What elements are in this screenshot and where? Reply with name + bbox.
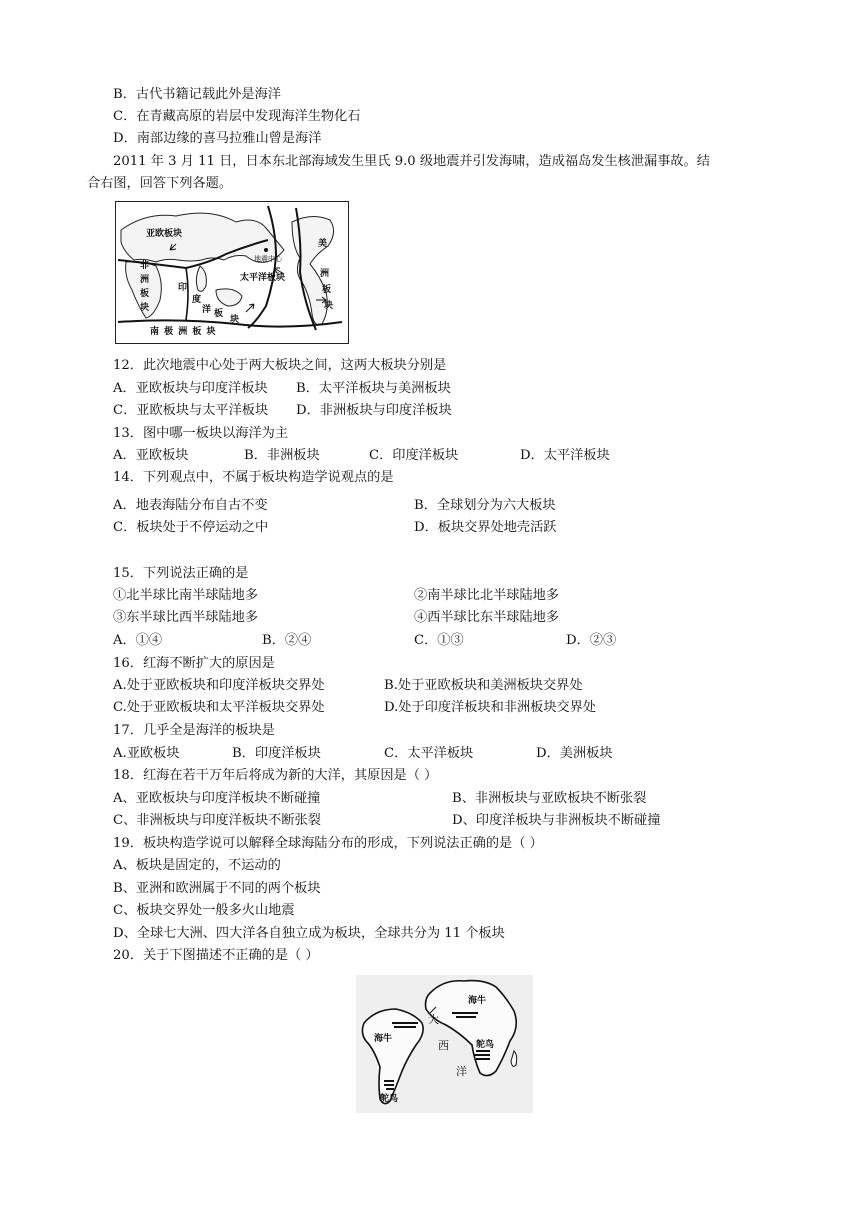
map-label-america-3: 板 [322, 285, 332, 295]
question-16-stem: 16．红海不断扩大的原因是 [113, 656, 275, 671]
option-line: C．在青藏高原的岩层中发现海洋生物化石 [113, 109, 361, 124]
q18-option-a: A、亚欧板块与印度洋板块不断碰撞 [113, 791, 321, 806]
map-label-africa-4: 块 [140, 303, 150, 313]
map-label-africa-1: 非 [140, 261, 150, 271]
q18-option-c: C、非洲板块与印度洋板块不断张裂 [113, 813, 321, 828]
q17-option-a: A.亚欧板块 [113, 746, 180, 761]
q14-option-c: C．板块处于不停运动之中 [113, 520, 269, 535]
map-label-pacific-plate: 太平洋板块 [240, 273, 286, 283]
question-18-stem: 18．红海在若干万年后将成为新的大洋，其原因是（ ） [113, 768, 438, 783]
question-13-stem: 13．图中哪一板块以海洋为主 [113, 426, 289, 441]
map-label-america-4: 块 [324, 301, 334, 311]
map-label-america-1: 美 [318, 239, 328, 249]
question-20-stem: 20．关于下图描述不正确的是（ ） [113, 948, 319, 963]
map-label-ocean-2: 西 [438, 1039, 449, 1052]
q16-option-d: D.处于印度洋板块和非洲板块交界处 [384, 700, 597, 715]
q18-option-d: D、印度洋板块与非洲板块不断碰撞 [452, 813, 661, 828]
q16-option-a: A.处于亚欧板块和印度洋板块交界处 [113, 678, 325, 693]
map-label-antarctic-plate: 南 极 洲 板 块 [150, 327, 217, 337]
map-label-india-5: 块 [230, 315, 240, 325]
q19-option-b: B、亚洲和欧洲属于不同的两个板块 [113, 881, 321, 896]
q15-statement-1: ①北半球比南半球陆地多 [113, 588, 259, 603]
map-label-india-2: 度 [192, 295, 202, 305]
q13-option-c: C．印度洋板块 [369, 448, 459, 463]
intro-paragraph-line-1: 2011 年 3 月 11 日，日本东北部海域发生里氏 9.0 级地震并引发海啸，造成福岛发生核泄漏事故。结 [113, 154, 710, 169]
intro-paragraph-line-2: 合右图，回答下列各题。 [87, 176, 233, 191]
map-label-manatee-south-america: 海牛 [374, 1034, 393, 1044]
q14-option-d: D．板块交界处地壳活跃 [414, 520, 557, 535]
question-15-stem: 15．下列说法正确的是 [113, 566, 249, 581]
map-label-india-3: 洋 [202, 305, 212, 315]
q16-option-c: C.处于亚欧板块和太平洋板块交界处 [113, 700, 325, 715]
map-label-ocean-1: 大 [428, 1013, 439, 1026]
map-label-eurasia-plate: 亚欧板块 [146, 229, 183, 239]
q12-option-d: D．非洲板块与印度洋板块 [296, 403, 452, 418]
q12-option-b: B．太平洋板块与美洲板块 [296, 381, 451, 396]
map-label-manatee-africa: 海牛 [468, 996, 487, 1006]
option-line: D．南部边缘的喜马拉雅山曾是海洋 [113, 131, 322, 146]
map-label-africa-3: 板 [140, 289, 150, 299]
q16-option-b: B.处于亚欧板块和美洲板块交界处 [384, 678, 583, 693]
q15-statement-4: ④西半球比东半球陆地多 [414, 610, 560, 625]
q12-option-a: A．亚欧板块与印度洋板块 [113, 381, 268, 396]
map-label-africa-2: 洲 [140, 275, 150, 285]
q19-option-d: D、全球七大洲、四大洋各自独立成为板块，全球共分为 11 个板块 [113, 926, 505, 941]
plate-map-figure [115, 201, 349, 344]
q13-option-b: B．非洲板块 [244, 448, 320, 463]
map-label-india-1: 印 [178, 283, 188, 293]
q14-option-a: A．地表海陆分布自古不变 [113, 498, 268, 513]
map-label-ocean-3: 洋 [456, 1065, 467, 1078]
map-label-ostrich-africa: 鸵鸟 [476, 1040, 495, 1050]
q15-statement-2: ②南半球比北半球陆地多 [414, 588, 560, 603]
q13-option-d: D．太平洋板块 [520, 448, 610, 463]
q17-option-b: B．印度洋板块 [232, 746, 321, 761]
question-12-stem: 12．此次地震中心处于两大板块之间，这两大板块分别是 [113, 358, 447, 373]
question-17-stem: 17．几乎全是海洋的板块是 [113, 723, 275, 738]
map-label-epicenter: 地震中心 [254, 255, 282, 263]
option-line: B．古代书籍记载此外是海洋 [113, 87, 281, 102]
q13-option-a: A．亚欧板块 [113, 448, 189, 463]
q17-option-d: D．美洲板块 [536, 746, 613, 761]
q15-statement-3: ③东半球比西半球陆地多 [113, 610, 259, 625]
q19-option-a: A、板块是固定的，不运动的 [113, 858, 281, 873]
q17-option-c: C．太平洋板块 [384, 746, 474, 761]
question-14-stem: 14．下列观点中，不属于板块构造学说观点的是 [113, 470, 394, 485]
question-19-stem: 19．板块构造学说可以解释全球海陆分布的形成，下列说法正确的是（ ） [113, 836, 543, 851]
q12-option-c: C．亚欧板块与太平洋板块 [113, 403, 269, 418]
map-label-india-4: 板 [214, 309, 224, 319]
q14-option-b: B．全球划分为六大板块 [414, 498, 556, 513]
q19-option-c: C、板块交界处一般多火山地震 [113, 903, 295, 918]
q15-option-d: D．②③ [566, 633, 617, 648]
q15-option-a: A．①④ [113, 633, 163, 648]
q15-option-b: B．②④ [262, 633, 312, 648]
q18-option-b: B、非洲板块与亚欧板块不断张裂 [452, 791, 647, 806]
continents-map-figure [356, 975, 533, 1113]
map-label-america-2: 洲 [320, 269, 330, 279]
map-label-ostrich-south-america: 鸵鸟 [380, 1094, 399, 1104]
q15-option-c: C．①③ [414, 633, 464, 648]
